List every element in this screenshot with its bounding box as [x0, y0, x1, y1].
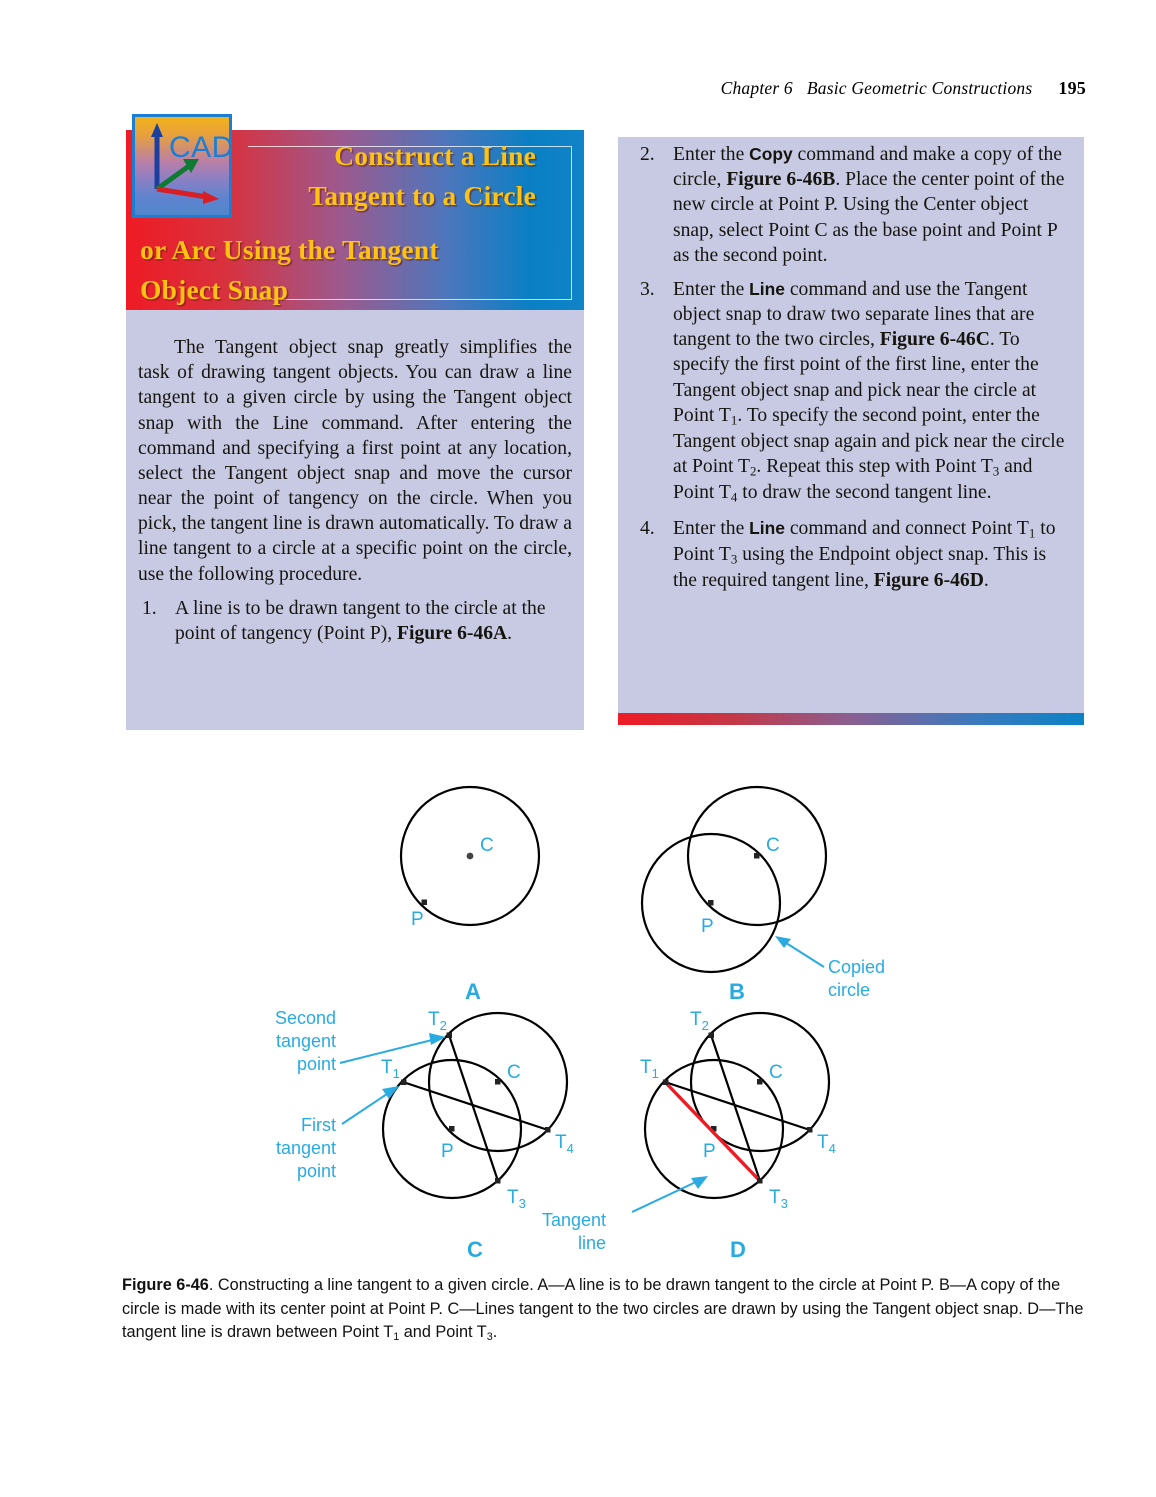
center-point-d	[757, 1079, 763, 1085]
step-3-sub-4: 4	[730, 489, 738, 505]
step-3-t5: . Repeat this step with Point T	[756, 456, 993, 478]
step-2-t2: command and make a copy of the circle,	[673, 144, 1062, 191]
step-1-figure-ref: Figure 6-46A	[397, 622, 508, 644]
step-1	[138, 596, 572, 646]
caption-figure-number: Figure 6-46	[122, 1276, 209, 1294]
annotation-copied-circle-line1: Copied	[828, 957, 886, 977]
step-3-command: Line	[749, 278, 785, 299]
center-point-b	[754, 853, 760, 859]
figure-panel-c	[275, 1008, 574, 1262]
caption-text-c: .	[492, 1323, 498, 1342]
step-2-number: 2.	[640, 144, 655, 165]
step-3-t2: command and use the Tangent object snap to draw two separate lines that are tangent to the two circles,	[673, 278, 1035, 351]
panel-label-d: D	[730, 1237, 746, 1262]
label-p-b: P	[701, 916, 714, 937]
label-c-c: C	[507, 1062, 521, 1083]
running-head	[0, 78, 1086, 99]
step-3-t7: to draw the second tangent line.	[737, 482, 992, 504]
running-head-title: Basic Geometric Constructions	[806, 78, 1033, 98]
step-3	[636, 277, 1070, 507]
label-t1-c: $T_1$	[381, 1057, 400, 1081]
label-t3-c: $T_3$	[507, 1187, 526, 1211]
annotation-first-tangent-line2: tangent	[275, 1138, 336, 1158]
step-4-t1: Enter the	[673, 517, 750, 539]
annotation-second-tangent-line2: tangent	[275, 1031, 336, 1051]
running-head-chapter: Chapter 6	[720, 78, 793, 98]
tangent-line-leader	[632, 1181, 698, 1212]
label-c-b: C	[766, 835, 780, 856]
annotation-tangent-line2: line	[577, 1233, 606, 1253]
tangent-line-d-t2-t3	[711, 1035, 760, 1181]
annotation-second-tangent-line1: Second	[274, 1008, 336, 1028]
caption-sub-1: 1	[393, 1331, 400, 1344]
step-3-figure-ref: Figure 6-46C	[879, 329, 990, 351]
feature-box-gradient-bar	[618, 713, 1084, 725]
figure-caption	[122, 1274, 1090, 1346]
step-4-figure-ref: Figure 6-46D	[873, 569, 984, 591]
t2-marker-d	[709, 1033, 715, 1039]
caption-sub-2: 3	[486, 1331, 493, 1344]
figure-panel-d	[542, 1009, 836, 1262]
caption-text-b: and Point T	[399, 1323, 487, 1342]
step-4-sub-2: 3	[730, 551, 738, 567]
step-4-t3: to Point T	[673, 517, 1056, 565]
annotation-first-tangent-line3: point	[296, 1161, 336, 1181]
label-t4-d: $T_4$	[817, 1132, 836, 1156]
caption-text-a: . Constructing a line tangent to a given circle. A—A line is to be drawn tangent to the circle at Point P. B—A copy of the circle is made with its center point at Point P. C—Lines tangent to the two circles are drawn by using the Tangent object snap. D—The tangent line is drawn between Point T	[122, 1276, 1084, 1342]
tangent-line-t2-t3	[449, 1035, 498, 1181]
step-1-text-end: .	[507, 622, 513, 644]
annotation-first-tangent-line1: First	[301, 1115, 336, 1135]
step-3-t3: . To specify the first point of the first line, enter the Tangent object snap and pick near the circle at Point T	[673, 329, 1039, 426]
panel-label-b: B	[729, 979, 745, 1004]
annotation-tangent-line1: Tangent	[541, 1210, 606, 1230]
step-3-t1: Enter the	[673, 278, 750, 300]
step-4-t4: using the Endpoint object snap. This is the required tangent line,	[673, 543, 1047, 591]
left-column-body	[138, 335, 572, 646]
t2-marker-c	[447, 1033, 453, 1039]
label-p-d: P	[703, 1141, 716, 1162]
step-3-sub-2: 2	[749, 463, 757, 479]
label-t3-d: $T_3$	[769, 1187, 788, 1211]
intro-paragraph: The Tangent object snap greatly simplifies the task of drawing tangent objects. You can draw a line tangent to a given circle by using the Tangent object snap with the Line command. After entering the command and specifying a first point at any location, select the Tangent object snap and move the cursor near the point of tangency on the circle. When you pick, the tangent line is drawn automatically. To draw a line tangent to a circle at a specific point on the circle, use the following procedure.	[138, 337, 572, 585]
figure-6-46	[118, 760, 1098, 1280]
feature-title-line-2: Tangent to a Circle	[308, 179, 536, 211]
copied-circle-leader	[783, 941, 824, 967]
point-p-marker-a	[422, 900, 428, 906]
t4-marker-c	[545, 1127, 551, 1133]
t1-marker-c	[401, 1080, 407, 1086]
label-p-a: P	[411, 909, 424, 930]
step-2-t3: . Place the center point of the new circle at Point P. Using the Center object snap, select Point C as the base point and Point P as the second point.	[673, 169, 1065, 266]
step-4	[636, 516, 1070, 594]
feature-title-line-1: Construct a Line	[334, 140, 536, 171]
step-4-number: 4.	[640, 517, 655, 539]
step-3-sub-3: 3	[992, 463, 1000, 479]
tangent-line-t1-t4	[403, 1082, 548, 1130]
page-number: 195	[1058, 78, 1086, 98]
label-t4-c: $T_4$	[555, 1132, 574, 1156]
feature-title-line-3: or Arc Using the Tangent	[140, 234, 439, 265]
t1-marker-d	[663, 1080, 669, 1086]
step-3-t4: . To specify the second point, enter the Tangent object snap again and pick near the circle at Point T	[673, 404, 1065, 478]
point-p-marker-b	[708, 900, 714, 906]
t3-marker-d	[757, 1178, 763, 1184]
center-point-a	[467, 853, 474, 860]
t3-marker-c	[495, 1178, 501, 1184]
step-4-command: Line	[749, 517, 785, 538]
left-steps-list	[138, 596, 572, 646]
point-p-marker-c	[449, 1126, 455, 1132]
copied-circle-arrowhead	[775, 936, 791, 948]
label-t2-d: $T_2$	[690, 1009, 709, 1033]
figure-panel-a	[401, 787, 539, 1004]
step-1-number: 1.	[142, 597, 157, 619]
label-c-d: C	[769, 1062, 783, 1083]
annotation-copied-circle-line2: circle	[828, 980, 871, 1000]
right-column-body	[636, 142, 1070, 593]
panel-label-c: C	[467, 1237, 483, 1262]
figure-panel-b	[642, 787, 885, 1004]
center-point-c	[495, 1079, 501, 1085]
cad-icon-label: CAD	[169, 131, 234, 164]
panel-label-a: A	[465, 979, 481, 1004]
step-3-sub-1: 1	[730, 412, 738, 428]
step-4-t5: .	[983, 569, 989, 591]
label-t1-d: $T_1$	[640, 1057, 659, 1081]
annotation-second-tangent-line3: point	[296, 1054, 336, 1074]
step-2-command: Copy	[749, 144, 793, 164]
step-1-text: A line is to be drawn tangent to the circle at the point of tangency (Point P),	[175, 597, 546, 644]
step-2	[636, 142, 1070, 268]
step-4-sub-1: 1	[1028, 525, 1036, 541]
label-p-c: P	[441, 1141, 454, 1162]
label-t2-c: $T_2$	[428, 1009, 447, 1033]
right-steps-list	[636, 142, 1070, 593]
step-4-t2: command and connect Point T	[784, 517, 1029, 539]
step-3-number: 3.	[640, 278, 655, 300]
feature-title-line-4: Object Snap	[140, 273, 289, 305]
step-2-t1: Enter the	[673, 144, 750, 165]
step-2-figure-ref: Figure 6-46B	[726, 169, 836, 191]
step-3-t6: and Point T	[673, 456, 1033, 504]
label-c-a: C	[480, 835, 494, 856]
cad-icon	[132, 114, 232, 218]
t4-marker-d	[807, 1127, 813, 1133]
feature-title-lower	[126, 230, 584, 309]
